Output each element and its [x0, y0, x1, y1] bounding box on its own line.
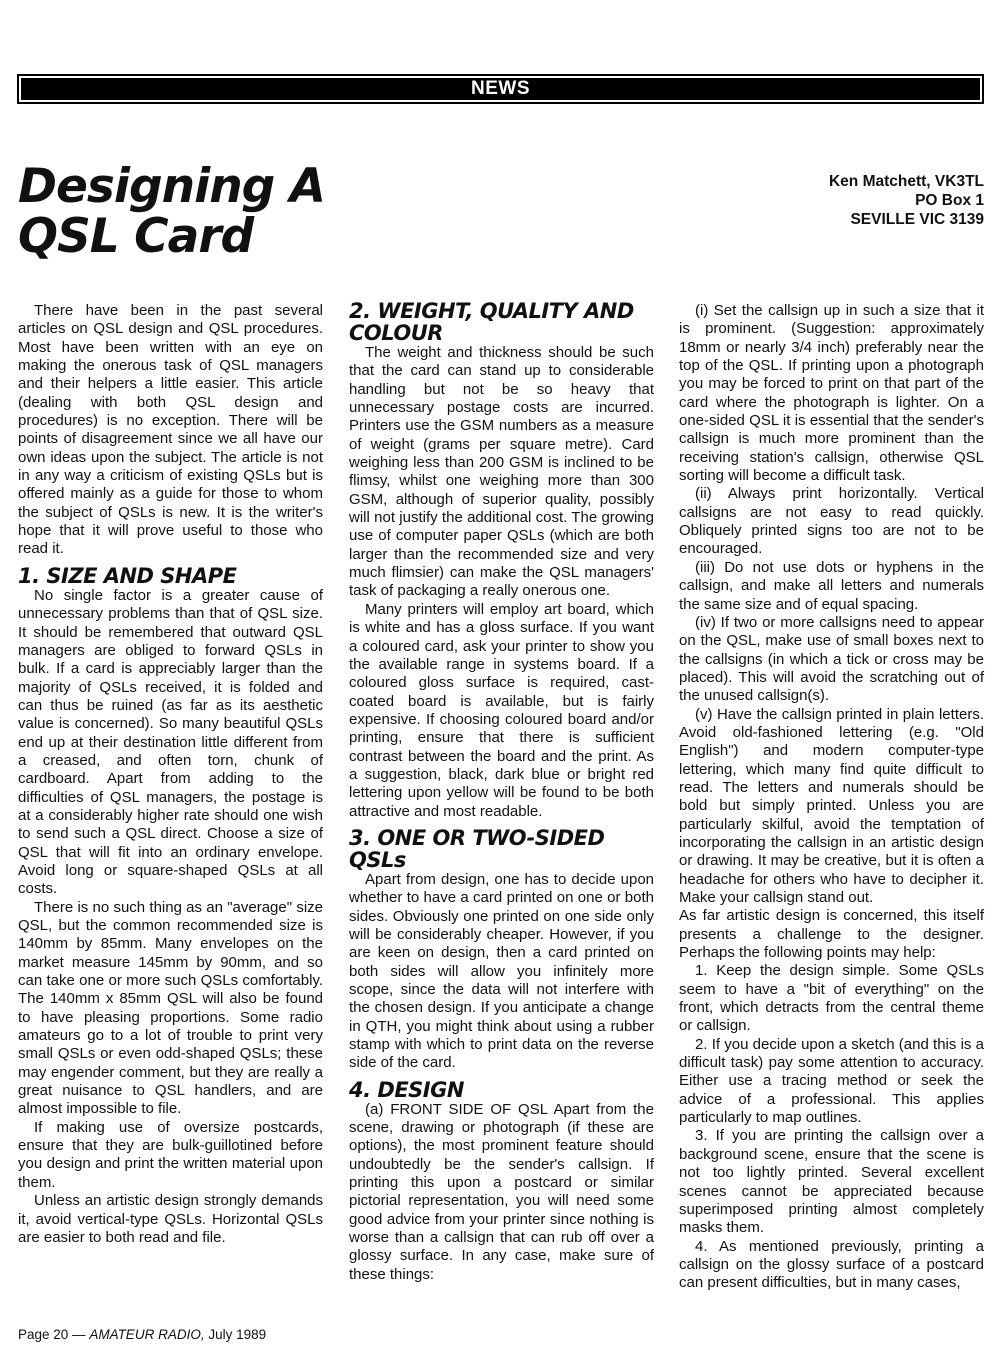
section-heading-sided: 3. ONE OR TWO-SIDED QSLs: [349, 825, 605, 872]
paragraph: Unless an artistic design strongly demands it, avoid vertical-type QSLs. Horizontal QSLs are easier to both read and file.: [18, 1192, 323, 1246]
paragraph: The weight and thickness should be such that the card can stand up to considerable handling but not be so heavy that unnecessary postage costs are incurred. Printers use the GSM numbers as a measure of weight (grams per square metre). Card weighing less than 200 GSM is inclined to be flimsy, whilst one weighing more than 300 GSM, although of superior quality, possibly will not justify the additional cost. The growing use of computer paper QSLs (which are both larger than the recommended size and very much flimsier) can make the QSL managers' task of packaging a really onerous one.: [349, 344, 654, 600]
page-footer: [18, 1327, 266, 1342]
paragraph: (ii) Always print horizontally. Vertical callsigns are not easy to read quickly. Obliquely printed signs too are not to be encouraged.: [679, 485, 984, 558]
paragraph: 2. If you decide upon a sketch (and this is a difficult task) pay some attention to accuracy. Either use a tracing method or seek the advice of a professional. This applies particularly to map outlines.: [679, 1035, 984, 1127]
paragraph: (iii) Do not use dots or hyphens in the callsign, and make all letters and numerals the same size and of equal spacing.: [679, 558, 984, 613]
column-1: [18, 302, 323, 1247]
author-address-1: PO Box 1: [915, 192, 984, 209]
paragraph: (iv) If two or more callsigns need to appear on the QSL, make use of small boxes next to the callsigns (in which a tick or cross may be placed). This will avoid the scratching out of the unused callsign(s).: [679, 613, 984, 705]
footer-date: July 1989: [208, 1327, 267, 1342]
paragraph: There is no such thing as an "average" size QSL, but the common recommended size is 140mm by 85mm. Many envelopes on the market measure 145mm by 90mm, and so can take one or more such QSLs comfortably. The 140mm x 85mm QSL will also be found to have pleasing proportions. Some radio amateurs go to a lot of trouble to print very small QSLs or even odd-shaped QSLs; these may engender comment, but they are really a great nuisance to QSL handlers, and are almost impossible to file.: [18, 898, 323, 1118]
paragraph: (a) FRONT SIDE OF QSL Apart from the scene, drawing or photograph (if these are options), the most prominent feature should undoubtedly be the sender's callsign. If printing this upon a postcard or similar pictorial representation, you will need some good advice from your printer since nothing is worse than a callsign that can rub off over a glossy surface. In any case, make sure of these things:: [349, 1100, 654, 1283]
title-line-2: QSL Card: [18, 209, 254, 264]
paragraph: As far artistic design is concerned, this itself presents a challenge to the designer. Perhaps the following points may help:: [679, 907, 984, 962]
author-byline: [829, 172, 984, 229]
news-banner: [17, 74, 984, 104]
article-title: [18, 159, 326, 264]
paragraph: Apart from design, one has to decide upon whether to have a card printed on one or both sides. Obviously one printed on one side only will be considerably cheaper. However, if you are keen on design, then a card printed on both sides will allow you infinitely more scope, since the data will not interfere with the chosen design. If you anticipate a change in QTH, you might think about using a rubber stamp with which to print data on the reverse side of the card.: [349, 870, 654, 1072]
paragraph: 1. Keep the design simple. Some QSLs seem to have a "bit of everything" on the front, which detracts from the central theme or callsign.: [679, 962, 984, 1035]
footer-page: Page 20 —: [18, 1327, 86, 1342]
section-heading-size-shape: 1. SIZE AND SHAPE: [18, 563, 237, 588]
column-3: [679, 302, 984, 1293]
column-2: [349, 300, 654, 1284]
paragraph: 4. As mentioned previously, printing a callsign on the glossy surface of a postcard can present difficulties, but in many cases,: [679, 1237, 984, 1292]
paragraph: If making use of oversize postcards, ensure that they are bulk-guillotined before you design and print the written material upon them.: [18, 1118, 323, 1191]
footer-magazine: AMATEUR RADIO,: [89, 1327, 205, 1342]
title-line-1: Designing A: [18, 159, 326, 214]
banner-label: NEWS: [471, 78, 530, 99]
intro-paragraph: There have been in the past several articles on QSL design and QSL procedures. Most have been written with an eye on making the onerous task of QSL managers and their helpers a little easier. This article (dealing with both QSL design and procedures) is no exception. There will be points of disagreement since we all have our own ideas upon the subject. The article is not in any way a criticism of existing QSLs but is offered mainly as a guide for those to whom the subject of QSLs is new. It is the writer's hope that it will prove useful to those who read it.: [18, 302, 323, 558]
paragraph: Many printers will employ art board, which is white and has a gloss surface. If you want a coloured card, ask your printer to show you the available range in systems board. If a coloured gloss surface is required, cast-coated board is available, but is fairly expensive. If choosing coloured board and/or printing, ensure that there is sufficient contrast between the board and the print. As a suggestion, black, dark blue or bright red lettering upon yellow will be found to be both attractive and most readable.: [349, 600, 654, 820]
paragraph: (i) Set the callsign up in such a size that it is prominent. (Suggestion: approximately 18mm or nearly 3/4 inch) preferably near the top of the QSL. If printing upon a photograph you may be forced to print on that part of the card where the photograph is lighter. On a one-sided QSL it is essential that the sender's callsign is much more prominent than the receiving station's callsign, otherwise QSL sorting will become a difficult task.: [679, 302, 984, 485]
paragraph: 3. If you are printing the callsign over a background scene, ensure that the scene is not too lightly printed. Several excellent scenes cannot be appreciated because superimposed printing almost completely masks them.: [679, 1127, 984, 1237]
section-heading-weight-quality: 2. WEIGHT, QUALITY AND COLOUR: [349, 299, 634, 345]
section-heading-design: 4. DESIGN: [349, 1077, 464, 1102]
author-address-2: SEVILLE VIC 3139: [850, 211, 984, 228]
author-name: Ken Matchett, VK3TL: [828, 173, 984, 190]
paragraph: No single factor is a greater cause of unnecessary problems than that of QSL size. It should be remembered that outward QSL managers are obliged to forward QSLs in bulk. If a card is appreciably larger than the majority of QSLs received, it is folded and can thus be ruined (as far as its aesthetic value is concerned). So many beautiful QSLs end up at their destination little different from a creased, and often torn, chunk of cardboard. Apart from adding to the difficulties of QSL managers, the postage is at a considerably higher rate should one wish to send such a QSL direct. Choose a size of QSL that will fit into an ordinary envelope. Avoid long or square-shaped QSLs at all costs.: [18, 586, 323, 898]
paragraph: (v) Have the callsign printed in plain letters. Avoid old-fashioned lettering (e.g. "Old English") and modern computer-type lettering, which many find quite difficult to read. The letters and numerals should be bold but simply printed. Unless you are particularly skilful, avoid the temptation of incorporating the callsign in an artistic design or drawing. It may be creative, but it is often a headache for others who have to decipher it. Make your callsign stand out.: [679, 705, 984, 906]
